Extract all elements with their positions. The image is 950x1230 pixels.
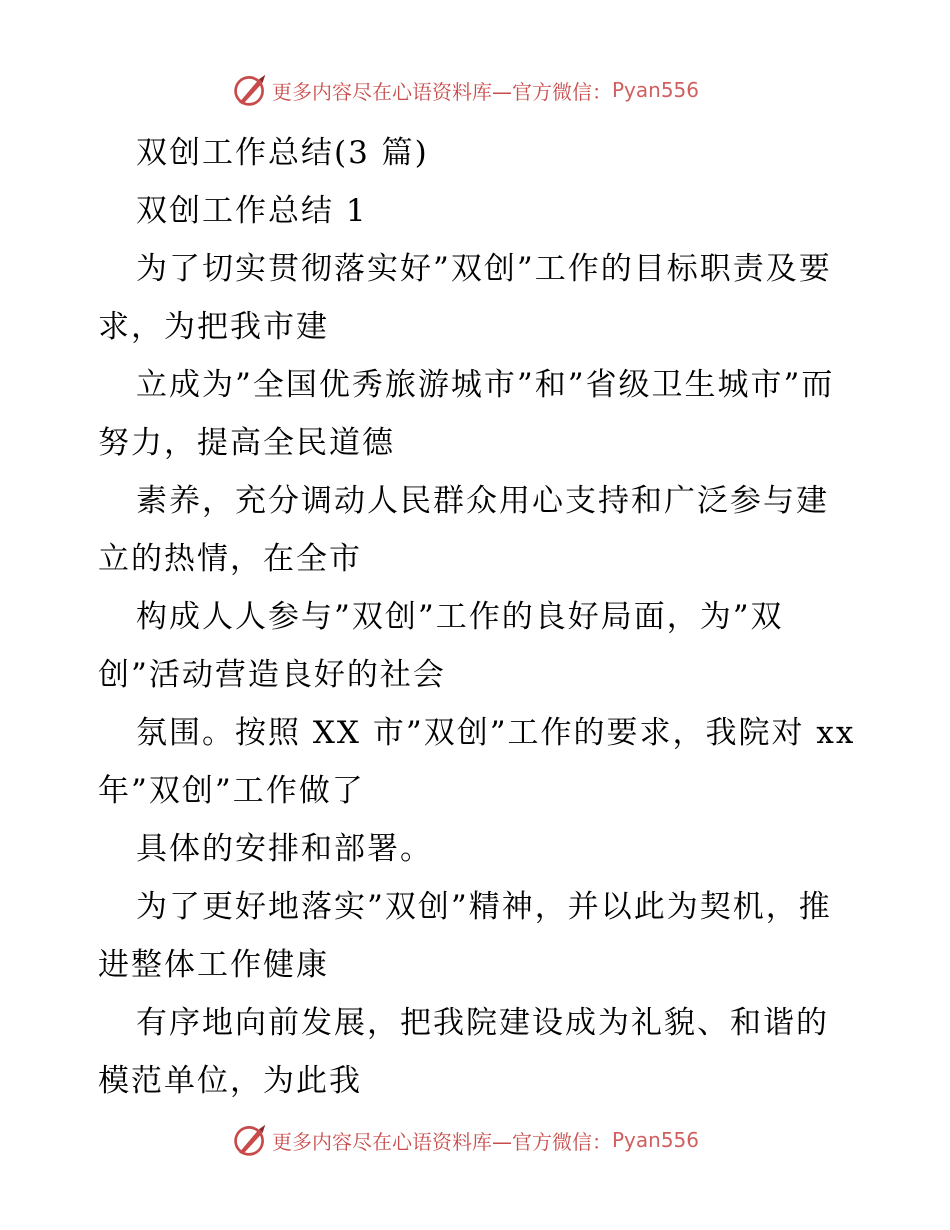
watermark-id: Pyan556	[612, 1128, 700, 1152]
document-title: 双创工作总结(3 篇)	[136, 135, 429, 171]
watermark-text: 更多内容尽在心语资料库—官方微信：	[272, 79, 612, 104]
header-watermark	[232, 70, 712, 110]
watermark-id: Pyan556	[612, 78, 700, 102]
paragraph: 为了切实贯彻落实好”双创”工作的目标职责及要求，为把我市建	[98, 251, 832, 345]
paragraph: 氛围。按照 XX 市”双创”工作的要求，我院对 xx 年”双创”工作做了	[98, 715, 856, 809]
paragraph: 构成人人参与”双创”工作的良好局面，为”双创”活动营造良好的社会	[98, 599, 784, 693]
paragraph: 有序地向前发展，把我院建设成为礼貌、和谐的模范单位，为此我	[98, 1005, 829, 1099]
document-body	[98, 124, 858, 1110]
quill-logo-icon	[232, 1122, 268, 1158]
paragraph: 立成为”全国优秀旅游城市”和”省级卫生城市”而努力，提高全民道德	[98, 367, 835, 461]
footer-watermark	[232, 1120, 712, 1160]
paragraph: 具体的安排和部署。	[136, 831, 433, 867]
paragraph: 为了更好地落实”双创”精神，并以此为契机，推进整体工作健康	[98, 889, 832, 983]
paragraph: 素养，充分调动人民群众用心支持和广泛参与建立的热情，在全市	[98, 483, 829, 577]
document-subtitle: 双创工作总结 1	[136, 193, 368, 229]
watermark-text: 更多内容尽在心语资料库—官方微信：	[272, 1129, 612, 1154]
quill-logo-icon	[232, 72, 268, 108]
